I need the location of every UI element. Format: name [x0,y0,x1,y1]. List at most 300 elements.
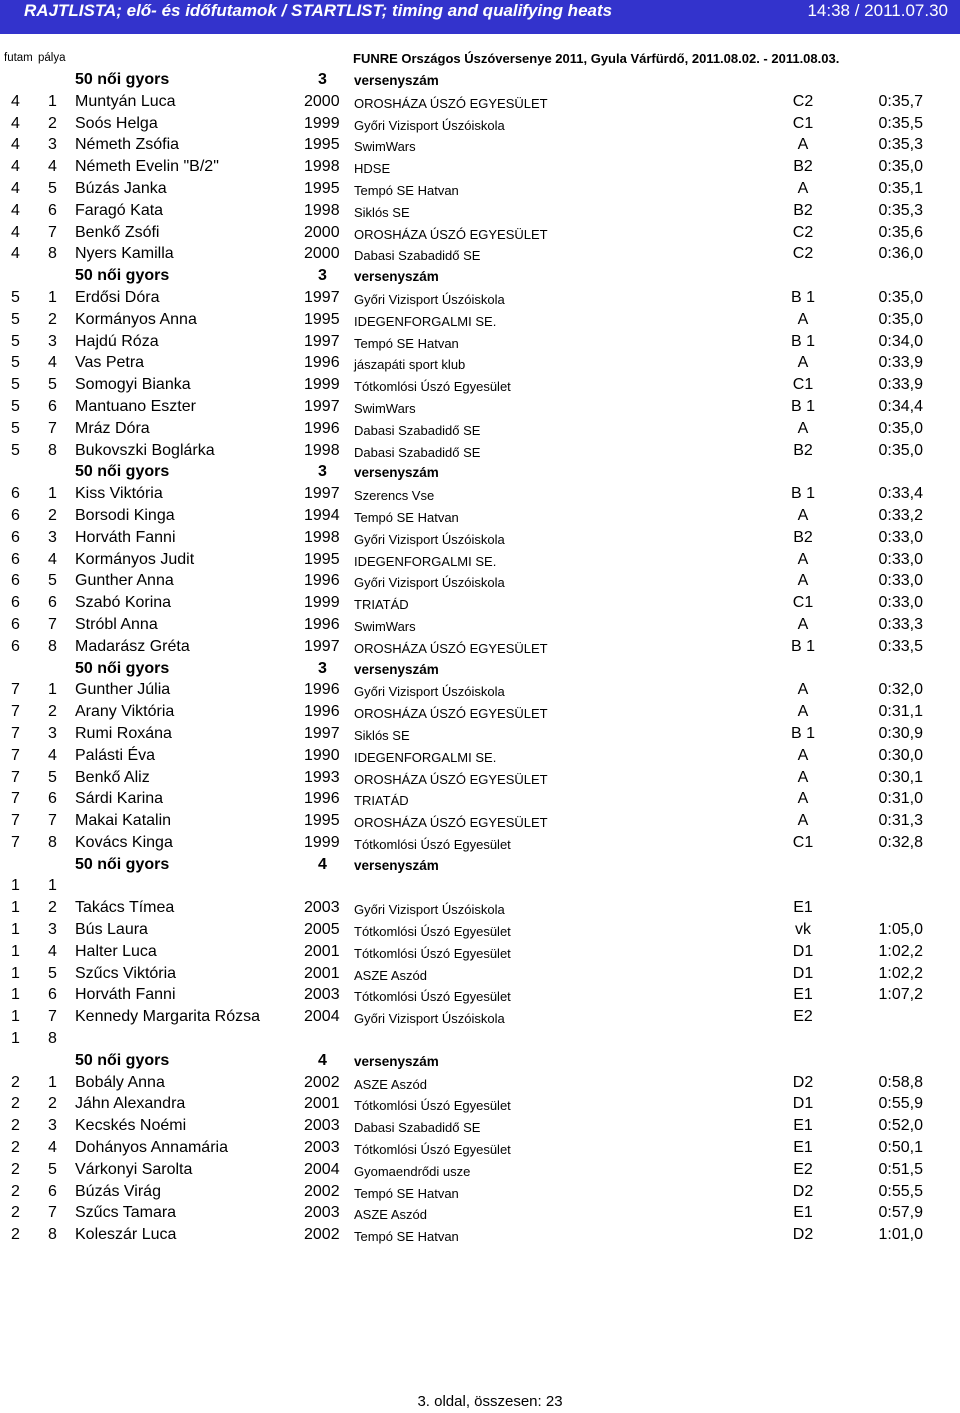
club-name: Győri Vizisport Úszóiskola [354,902,505,918]
heat-number: 7 [11,746,20,764]
table-row [0,288,960,310]
swimmer-name: Gunther Anna [75,572,174,590]
heat-number: 1 [11,899,20,917]
lane-number: 1 [48,92,57,110]
entry-time: 0:33,3 [878,615,923,633]
event-number: 4 [318,1051,327,1069]
event-number: 3 [318,463,327,481]
table-row [0,1160,960,1182]
competition-name: FUNRE Országos Úszóversenye 2011, Gyula Várfürdő, 2011.08.02. - 2011.08.03. [353,51,840,66]
age-category: C1 [792,833,814,851]
club-name: Tempó SE Hatvan [354,182,459,198]
swimmer-name: Sárdi Karina [75,790,164,808]
lane-number: 2 [48,114,57,132]
birth-year: 2003 [304,986,340,1004]
age-category: D1 [792,1095,814,1113]
age-category: C1 [792,114,814,132]
birth-year: 1997 [304,637,340,655]
swimmer-name: Borsodi Kinga [75,506,175,524]
birth-year: 2000 [304,245,340,263]
swimmer-name: Németh Evelin "B/2" [75,158,219,176]
age-category: D2 [792,1226,814,1244]
lane-number: 1 [48,681,57,699]
table-row [0,985,960,1007]
swimmer-name: Horváth Fanni [75,986,176,1004]
table-row [0,702,960,724]
age-category: A [797,615,809,633]
lane-number: 2 [48,310,57,328]
club-name: IDEGENFORGALMI SE. [354,749,497,765]
table-row [0,419,960,441]
swimmer-name: Soós Helga [75,114,158,132]
heat-number: 6 [11,550,20,568]
age-category: E1 [793,1139,813,1157]
lane-number: 4 [48,746,57,764]
swimmer-name: Stróbl Anna [75,615,158,633]
birth-year: 2001 [304,964,340,982]
table-row [0,789,960,811]
birth-year: 2004 [304,1160,340,1178]
lane-number: 4 [48,550,57,568]
entry-time: 0:33,0 [878,550,923,568]
birth-year: 1995 [304,136,340,154]
lane-number: 7 [48,223,57,241]
heat-number: 2 [11,1095,20,1113]
lane-number: 7 [48,419,57,437]
swimmer-name: Nyers Kamilla [75,245,174,263]
swimmer-name: Vas Petra [75,354,145,372]
lane-number: 8 [48,637,57,655]
table-row [0,1116,960,1138]
lane-number: 5 [48,572,57,590]
table-row [0,92,960,114]
swimmer-name: Szűcs Viktória [75,964,177,982]
entry-time: 0:35,3 [878,136,923,154]
entry-time: 1:07,2 [878,986,923,1004]
entry-time: 0:51,5 [878,1160,923,1178]
table-row [0,179,960,201]
heat-number: 2 [11,1182,20,1200]
entry-time: 0:50,1 [878,1139,923,1157]
birth-year: 1997 [304,724,340,742]
entry-time: 0:33,0 [878,572,923,590]
entry-time: 0:35,0 [878,310,923,328]
birth-year: 1999 [304,594,340,612]
entry-time: 1:05,0 [878,921,923,939]
lane-number: 2 [48,899,57,917]
club-name: IDEGENFORGALMI SE. [354,313,497,329]
age-category: E2 [793,1008,813,1026]
heat-number: 4 [11,223,20,241]
lane-number: 4 [48,158,57,176]
column-heat-label: futam [4,52,33,64]
entry-time: 0:30,9 [878,724,923,742]
lane-number: 4 [48,1139,57,1157]
entry-time: 0:33,0 [878,594,923,612]
club-name: Győri Vizisport Úszóiskola [354,117,505,133]
swimmer-name: Jáhn Alexandra [75,1095,186,1113]
swimmer-name: Szabó Korina [75,594,172,612]
table-row [0,942,960,964]
swimmer-name: Szűcs Tamara [75,1204,177,1222]
event-number: 3 [318,267,327,285]
event-name: 50 női gyors [75,1051,170,1069]
entry-time: 0:33,4 [878,485,923,503]
entry-time: 0:34,4 [878,397,923,415]
club-name: Tempó SE Hatvan [354,1185,459,1201]
table-row [0,811,960,833]
startlist-table [0,70,960,1247]
birth-year: 1998 [304,528,340,546]
heat-number: 4 [11,179,20,197]
swimmer-name: Mantuano Eszter [75,397,196,415]
table-row [0,1029,960,1051]
birth-year: 2000 [304,92,340,110]
swimmer-name: Arany Viktória [75,703,175,721]
entry-time: 0:33,9 [878,354,923,372]
table-row [0,550,960,572]
lane-number: 6 [48,790,57,808]
birth-year: 1996 [304,790,340,808]
swimmer-name: Gunther Júlia [75,681,171,699]
lane-number: 2 [48,703,57,721]
lane-number: 3 [48,1117,57,1135]
heat-number: 1 [11,942,20,960]
entry-time: 0:31,3 [878,812,923,830]
heat-number: 1 [11,964,20,982]
birth-year: 1999 [304,376,340,394]
swimmer-name: Benkő Aliz [75,768,150,786]
club-name: Tótkomlósi Úszó Egyesület [354,989,511,1005]
table-row [0,876,960,898]
age-category: D1 [792,964,814,982]
heat-number: 1 [11,1030,20,1048]
club-name: Dabasi Szabadidő SE [354,444,481,460]
birth-year: 1999 [304,114,340,132]
table-row [0,1225,960,1247]
age-category: C2 [792,223,814,241]
club-name: Győri Vizisport Úszóiskola [354,291,505,307]
club-name: Gyomaendrődi usze [354,1163,471,1179]
birth-year: 2003 [304,899,340,917]
table-row [0,637,960,659]
event-name: 50 női gyors [75,267,170,285]
heat-header [0,1051,960,1073]
birth-year: 1998 [304,441,340,459]
birth-year: 2003 [304,1139,340,1157]
entry-time: 0:55,9 [878,1095,923,1113]
event-number: 4 [318,855,327,873]
age-category: A [797,310,809,328]
age-category: C2 [792,245,814,263]
swimmer-name: Rumi Roxána [75,724,172,742]
age-category: E2 [793,1160,813,1178]
birth-year: 2003 [304,1204,340,1222]
age-category: B2 [793,158,813,176]
entry-time: 0:35,6 [878,223,923,241]
entry-time: 0:35,0 [878,288,923,306]
birth-year: 1995 [304,812,340,830]
lane-number: 8 [48,1030,57,1048]
birth-year: 2001 [304,942,340,960]
lane-number: 4 [48,942,57,960]
club-name: IDEGENFORGALMI SE. [354,553,497,569]
age-category: B2 [793,441,813,459]
lane-number: 6 [48,1182,57,1200]
event-name: 50 női gyors [75,71,170,88]
lane-number: 5 [48,964,57,982]
event-label: versenyszám [354,73,439,88]
event-label: versenyszám [354,1053,439,1069]
birth-year: 1990 [304,746,340,764]
age-category: D2 [792,1073,814,1091]
table-row [0,201,960,223]
swimmer-name: Búzás Virág [75,1182,161,1200]
table-row [0,898,960,920]
age-category: B 1 [790,288,815,306]
birth-year: 1993 [304,768,340,786]
age-category: A [797,136,809,154]
age-category: B 1 [790,485,815,503]
swimmer-name: Somogyi Bianka [75,376,191,394]
birth-year: 1997 [304,485,340,503]
age-category: B2 [793,528,813,546]
lane-number: 1 [48,1073,57,1091]
club-name: OROSHÁZA ÚSZÓ EGYESÜLET [354,95,548,111]
club-name: ASZE Aszód [354,1076,427,1092]
lane-number: 8 [48,833,57,851]
heat-number: 6 [11,615,20,633]
table-row [0,506,960,528]
table-row [0,724,960,746]
club-name: Tótkomlósi Úszó Egyesület [354,945,511,961]
swimmer-name: Mráz Dóra [75,419,150,437]
event-label: versenyszám [354,465,439,481]
swimmer-name: Kormányos Judit [75,550,195,568]
event-label: versenyszám [354,857,439,873]
club-name: Győri Vizisport Úszóiskola [354,575,505,591]
lane-number: 1 [48,288,57,306]
entry-time: 0:57,9 [878,1204,923,1222]
table-row [0,441,960,463]
birth-year: 1996 [304,354,340,372]
birth-year: 1994 [304,506,340,524]
birth-year: 1996 [304,615,340,633]
club-name: Szerencs Vse [354,488,435,504]
swimmer-name: Hajdú Róza [75,332,159,350]
heat-number: 5 [11,288,20,306]
swimmer-name: Kiss Viktória [75,485,163,503]
lane-number: 3 [48,136,57,154]
table-row [0,375,960,397]
club-name: ASZE Aszód [354,967,427,983]
club-name: OROSHÁZA ÚSZÓ EGYESÜLET [354,706,548,722]
lane-number: 8 [48,441,57,459]
table-row [0,920,960,942]
lane-number: 6 [48,986,57,1004]
heat-number: 5 [11,332,20,350]
heat-number: 2 [11,1204,20,1222]
entry-time: 0:33,5 [878,637,923,655]
table-row [0,1094,960,1116]
birth-year: 1998 [304,158,340,176]
lane-number: 3 [48,528,57,546]
entry-time: 0:31,1 [878,703,923,721]
age-category: E1 [793,986,813,1004]
table-row [0,157,960,179]
club-name: SwimWars [354,400,416,416]
swimmer-name: Dohányos Annamária [75,1139,228,1157]
swimmer-name: Makai Katalin [75,812,172,830]
heat-number: 7 [11,724,20,742]
table-row [0,964,960,986]
heat-number: 6 [11,485,20,503]
club-name: ASZE Aszód [354,1207,427,1223]
swimmer-name: Benkő Zsófi [75,223,160,241]
age-category: D2 [792,1182,814,1200]
club-name: Tótkomlósi Úszó Egyesület [354,836,511,852]
heat-number: 1 [11,986,20,1004]
heat-number: 7 [11,833,20,851]
age-category: A [797,790,809,808]
swimmer-name: Faragó Kata [75,201,164,219]
club-name: OROSHÁZA ÚSZÓ EGYESÜLET [354,226,548,242]
heat-number: 2 [11,1117,20,1135]
birth-year: 1996 [304,703,340,721]
age-category: E1 [793,1117,813,1135]
age-category: A [797,746,809,764]
lane-number: 8 [48,1226,57,1244]
entry-time: 0:34,0 [878,332,923,350]
swimmer-name: Kecskés Noémi [75,1117,187,1135]
club-name: Tótkomlósi Úszó Egyesület [354,379,511,395]
birth-year: 2003 [304,1117,340,1135]
birth-year: 2000 [304,223,340,241]
age-category: A [797,506,809,524]
heat-number: 1 [11,877,20,895]
event-name: 50 női gyors [75,855,170,873]
heat-number: 2 [11,1139,20,1157]
heat-number: 7 [11,681,20,699]
lane-number: 1 [48,485,57,503]
swimmer-name: Horváth Fanni [75,528,176,546]
swimmer-name: Németh Zsófia [75,136,180,154]
swimmer-name: Várkonyi Sarolta [75,1160,193,1178]
timestamp: 14:38 / 2011.07.30 [807,1,948,20]
birth-year: 1999 [304,833,340,851]
swimmer-name: Takács Tímea [75,899,175,917]
event-number: 3 [318,659,327,677]
entry-time: 1:02,2 [878,964,923,982]
table-row [0,223,960,245]
swimmer-name: Kennedy Margarita Rózsa [75,1008,260,1026]
club-name: Siklós SE [354,204,410,220]
title-bar [0,0,960,34]
heat-number: 6 [11,506,20,524]
club-name: OROSHÁZA ÚSZÓ EGYESÜLET [354,771,548,787]
entry-time: 0:35,7 [878,92,923,110]
club-name: Tempó SE Hatvan [354,1229,459,1245]
page-title: RAJTLISTA; elő- és időfutamok / STARTLIST; timing and qualifying heats [24,1,613,20]
heat-number: 2 [11,1073,20,1091]
table-row [0,1007,960,1029]
lane-number: 6 [48,201,57,219]
entry-time: 0:33,2 [878,506,923,524]
club-name: Tempó SE Hatvan [354,335,459,351]
age-category: C1 [792,594,814,612]
entry-time: 1:01,0 [878,1226,923,1244]
club-name: Tempó SE Hatvan [354,509,459,525]
entry-time: 0:33,0 [878,528,923,546]
lane-number: 3 [48,724,57,742]
club-name: Tótkomlósi Úszó Egyesület [354,924,511,940]
swimmer-name: Kovács Kinga [75,833,173,851]
heat-number: 6 [11,528,20,546]
club-name: HDSE [354,161,391,177]
lane-number: 7 [48,1008,57,1026]
entry-time: 0:35,0 [878,419,923,437]
lane-number: 7 [48,1204,57,1222]
event-number: 3 [318,71,327,88]
birth-year: 2001 [304,1095,340,1113]
heat-number: 5 [11,397,20,415]
club-name: Tótkomlósi Úszó Egyesület [354,1098,511,1114]
lane-number: 2 [48,506,57,524]
lane-number: 7 [48,615,57,633]
heat-number: 4 [11,201,20,219]
age-category: B 1 [790,332,815,350]
column-header [0,52,960,68]
heat-number: 6 [11,572,20,590]
swimmer-name: Koleszár Luca [75,1226,177,1244]
table-row [0,135,960,157]
table-row [0,310,960,332]
club-name: Dabasi Szabadidő SE [354,1120,481,1136]
table-row [0,528,960,550]
age-category: A [797,179,809,197]
lane-number: 1 [48,877,57,895]
heat-number: 4 [11,114,20,132]
club-name: Dabasi Szabadidő SE [354,422,481,438]
table-row [0,244,960,266]
heat-header [0,462,960,484]
swimmer-name: Kormányos Anna [75,310,197,328]
swimmer-name: Palásti Éva [75,746,156,764]
event-name: 50 női gyors [75,659,170,677]
heat-number: 6 [11,637,20,655]
swimmer-name: Bobály Anna [75,1073,165,1091]
birth-year: 1996 [304,572,340,590]
age-category: B 1 [790,637,815,655]
event-label: versenyszám [354,661,439,677]
entry-time: 0:30,0 [878,746,923,764]
club-name: SwimWars [354,139,416,155]
age-category: vk [795,921,811,939]
entry-time: 1:02,2 [878,942,923,960]
age-category: E1 [793,899,813,917]
age-category: A [797,812,809,830]
birth-year: 2002 [304,1182,340,1200]
entry-time: 0:31,0 [878,790,923,808]
table-row [0,615,960,637]
age-category: A [797,703,809,721]
swimmer-name: Madarász Gréta [75,637,190,655]
birth-year: 2005 [304,921,340,939]
event-label: versenyszám [354,269,439,285]
club-name: Győri Vizisport Úszóiskola [354,531,505,547]
entry-time: 0:32,0 [878,681,923,699]
lane-number: 4 [48,354,57,372]
